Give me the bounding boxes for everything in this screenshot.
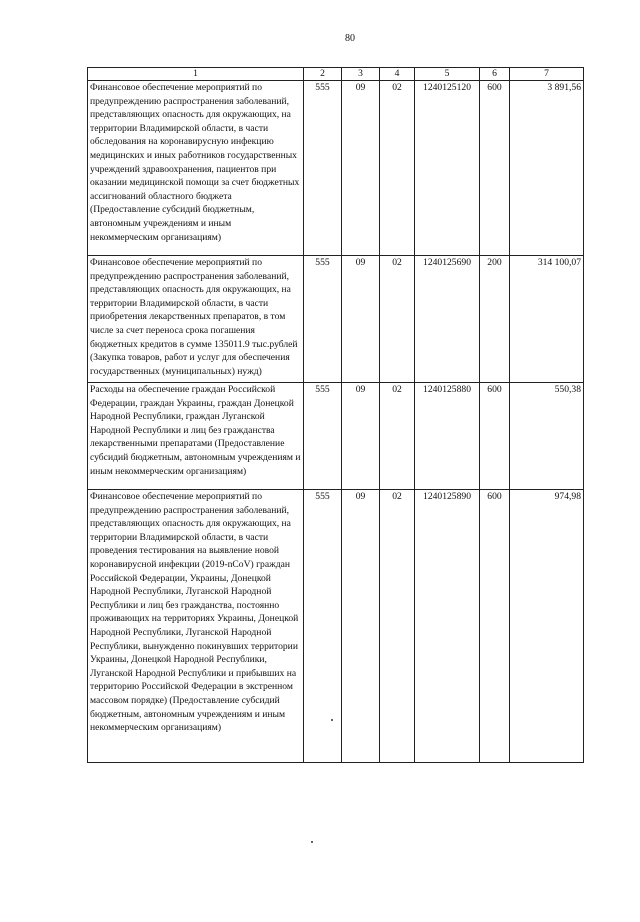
column-header: 7 bbox=[510, 68, 584, 81]
ministry-code-cell: 555 bbox=[304, 81, 342, 256]
target-article-cell: 1240125690 bbox=[415, 256, 480, 383]
column-header: 5 bbox=[415, 68, 480, 81]
amount-cell: 550,38 bbox=[510, 383, 584, 490]
ministry-code-cell: 555 bbox=[304, 383, 342, 490]
budget-table bbox=[87, 67, 584, 763]
scan-speck bbox=[311, 841, 313, 843]
page-number: 80 bbox=[345, 33, 355, 44]
expense-type-cell: 600 bbox=[480, 383, 510, 490]
section-code-cell: 09 bbox=[342, 81, 380, 256]
table-row bbox=[88, 490, 584, 763]
subsection-code-cell: 02 bbox=[380, 256, 415, 383]
column-header: 1 bbox=[88, 68, 304, 81]
ministry-code-cell: 555 bbox=[304, 490, 342, 763]
subsection-code-cell: 02 bbox=[380, 490, 415, 763]
target-article-cell: 1240125880 bbox=[415, 383, 480, 490]
section-code-cell: 09 bbox=[342, 490, 380, 763]
table-row bbox=[88, 256, 584, 383]
column-header: 3 bbox=[342, 68, 380, 81]
target-article-cell: 1240125120 bbox=[415, 81, 480, 256]
expense-type-cell: 600 bbox=[480, 490, 510, 763]
amount-cell: 3 891,56 bbox=[510, 81, 584, 256]
expense-name-cell: Финансовое обеспечение мероприятий по предупреждению распространения заболеваний, представляющих опасность для окружающих, на территории Владимирской области, в части проведения тестирования на выявление новой коронавирусной инфекции (2019-nCoV) граждан Российской Федерации, Украины, Донецкой Народной Республики, Луганской Народной Республики и лиц без гражданства, постоянно проживающих на территориях Украины, Донецкой Народной Республики, Луганской Народной Республики, вынужденно покинувших территории Украины, Донецкой Народной Республики, Луганской Народной Республики и прибывших на территорию Российской Федерации в экстренном массовом порядке) (Предоставление субсидий бюджетным, автономным учреждениям и иным некоммерческим организациям) bbox=[88, 490, 304, 763]
ministry-code-cell: 555 bbox=[304, 256, 342, 383]
target-article-cell: 1240125890 bbox=[415, 490, 480, 763]
expense-name-cell: Финансовое обеспечение мероприятий по предупреждению распространения заболеваний, представляющих опасность для окружающих, на территории Владимирской области, в части обследования на коронавирусную инфекцию медицинских и иных работников государственных учреждений здравоохранения, пациентов при оказании медицинской помощи за счет бюджетных ассигнований областного бюджета (Предоставление субсидий бюджетным, автономным учреждениям и иным некоммерческим организациям) bbox=[88, 81, 304, 256]
expense-type-cell: 200 bbox=[480, 256, 510, 383]
expense-name-cell: Финансовое обеспечение мероприятий по предупреждению распространения заболеваний, представляющих опасность для окружающих, на территории Владимирской области, в части приобретения лекарственных препаратов, в том числе за счет переноса срока погашения бюджетных кредитов в сумме 135011.9 тыс.рублей (Закупка товаров, работ и услуг для обеспечения государственных (муниципальных) нужд) bbox=[88, 256, 304, 383]
amount-cell: 314 100,07 bbox=[510, 256, 584, 383]
column-header: 2 bbox=[304, 68, 342, 81]
scan-speck bbox=[331, 719, 333, 721]
section-code-cell: 09 bbox=[342, 383, 380, 490]
subsection-code-cell: 02 bbox=[380, 81, 415, 256]
subsection-code-cell: 02 bbox=[380, 383, 415, 490]
header-row bbox=[88, 68, 584, 81]
section-code-cell: 09 bbox=[342, 256, 380, 383]
expense-name-cell: Расходы на обеспечение граждан Российской Федерации, граждан Украины, граждан Донецкой Народной Республики, граждан Луганской Народной Республики и лиц без гражданства лекарственными препаратами (Предоставление субсидий бюджетным, автономным учреждениям и иным некоммерческим организациям) bbox=[88, 383, 304, 490]
table-row bbox=[88, 383, 584, 490]
table-row bbox=[88, 81, 584, 256]
column-header: 6 bbox=[480, 68, 510, 81]
expense-type-cell: 600 bbox=[480, 81, 510, 256]
column-header: 4 bbox=[380, 68, 415, 81]
amount-cell: 974,98 bbox=[510, 490, 584, 763]
